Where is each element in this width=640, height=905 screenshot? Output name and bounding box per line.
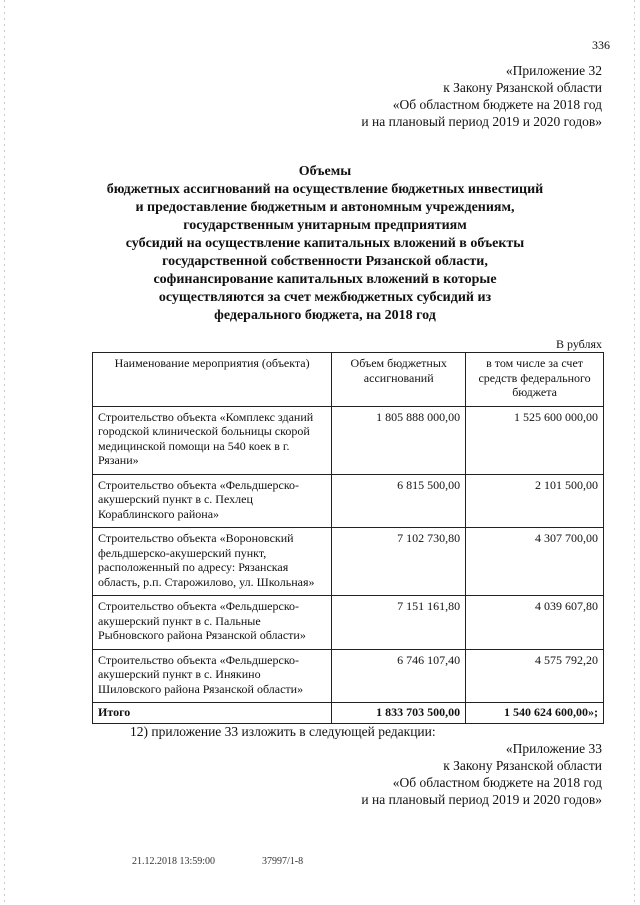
appendix-line: к Закону Рязанской области — [443, 80, 602, 95]
title-line: Объемы — [298, 164, 352, 179]
appendix-line: «Об областном бюджете на 2018 год — [392, 775, 602, 790]
title-line: софинансирование капитальных вложений в которые — [153, 272, 497, 287]
total-amount-cell: 6 746 107,40 — [332, 649, 466, 703]
footer-doc-code: 37997/1-8 — [262, 856, 304, 867]
column-header-name: Наименование мероприятия (объекта) — [93, 353, 332, 407]
scan-edge-left — [4, 0, 5, 905]
appendix-line: «Приложение 33 — [505, 741, 602, 756]
currency-note: В рублях — [555, 337, 602, 351]
title-line: федерального бюджета, на 2018 год — [214, 308, 436, 323]
total-amount-cell: 7 102 730,80 — [332, 528, 466, 596]
title-line: субсидий на осуществление капитальных вложений в объекты — [125, 236, 525, 251]
table-row — [93, 596, 604, 650]
table-row — [93, 649, 604, 703]
total-amount-cell: 1 805 888 000,00 — [332, 406, 466, 474]
appendix-header-next — [182, 740, 602, 808]
total-label-cell: Итого — [93, 703, 332, 724]
title-line: государственным унитарным предприятиям — [183, 218, 467, 233]
federal-amount-cell: 4 575 792,20 — [466, 649, 604, 703]
title-line: бюджетных ассигнований на осуществление бюджетных инвестиций — [106, 182, 544, 197]
project-name-cell: Строительство объекта «Фельдшерско-акушерский пункт в с. Пальные Рыбновского района Рязанской области» — [93, 596, 332, 650]
scan-edge-right — [634, 0, 635, 905]
table-header-row — [93, 353, 604, 407]
federal-amount-cell: 2 101 500,00 — [466, 474, 604, 528]
appendix-header — [182, 62, 602, 130]
federal-amount-cell: 1 525 600 000,00 — [466, 406, 604, 474]
appendix-line: и на плановый период 2019 и 2020 годов» — [361, 114, 602, 129]
page-number: 336 — [592, 38, 610, 52]
appendix-line: «Приложение 32 — [505, 63, 602, 78]
budget-table — [92, 352, 604, 724]
appendix-line: и на плановый период 2019 и 2020 годов» — [361, 792, 602, 807]
total-amount-cell: 7 151 161,80 — [332, 596, 466, 650]
federal-amount-cell: 4 039 607,80 — [466, 596, 604, 650]
table-total-row — [93, 703, 604, 724]
project-name-cell: Строительство объекта «Фельдшерско-акушерский пункт в с. Пехлец Кораблинского района» — [93, 474, 332, 528]
title-line: и предоставление бюджетным и автономным учреждениям, — [135, 200, 515, 215]
appendix-line: к Закону Рязанской области — [443, 758, 602, 773]
table-row — [93, 474, 604, 528]
grand-total-cell: 1 833 703 500,00 — [332, 703, 466, 724]
project-name-cell: Строительство объекта «Комплекс зданий городской клинической больницы скорой медицинской помощи на 540 коек в г. Рязани» — [93, 406, 332, 474]
table-row — [93, 528, 604, 596]
document-title — [60, 163, 590, 325]
column-header-federal: в том числе за счет средств федерального бюджета — [466, 353, 604, 407]
title-line: осуществляются за счет межбюджетных субсидий из — [158, 290, 492, 305]
footer-timestamp: 21.12.2018 13:59:00 — [132, 856, 216, 867]
federal-amount-cell: 4 307 700,00 — [466, 528, 604, 596]
table-row — [93, 406, 604, 474]
total-amount-cell: 6 815 500,00 — [332, 474, 466, 528]
appendix-line: «Об областном бюджете на 2018 год — [392, 97, 602, 112]
amendment-paragraph: 12) приложение 33 изложить в следующей редакции: — [130, 724, 436, 739]
project-name-cell: Строительство объекта «Вороновский фельдшерско-акушерский пункт, расположенный по адресу: Рязанская область, р.п. Старожилово, ул. Школьная» — [93, 528, 332, 596]
project-name-cell: Строительство объекта «Фельдшерско-акушерский пункт в с. Инякино Шиловского района Рязанской области» — [93, 649, 332, 703]
title-line: государственной собственности Рязанской области, — [162, 254, 488, 269]
federal-total-cell: 1 540 624 600,00»; — [466, 703, 604, 724]
column-header-total: Объем бюджетных ассигнований — [332, 353, 466, 407]
